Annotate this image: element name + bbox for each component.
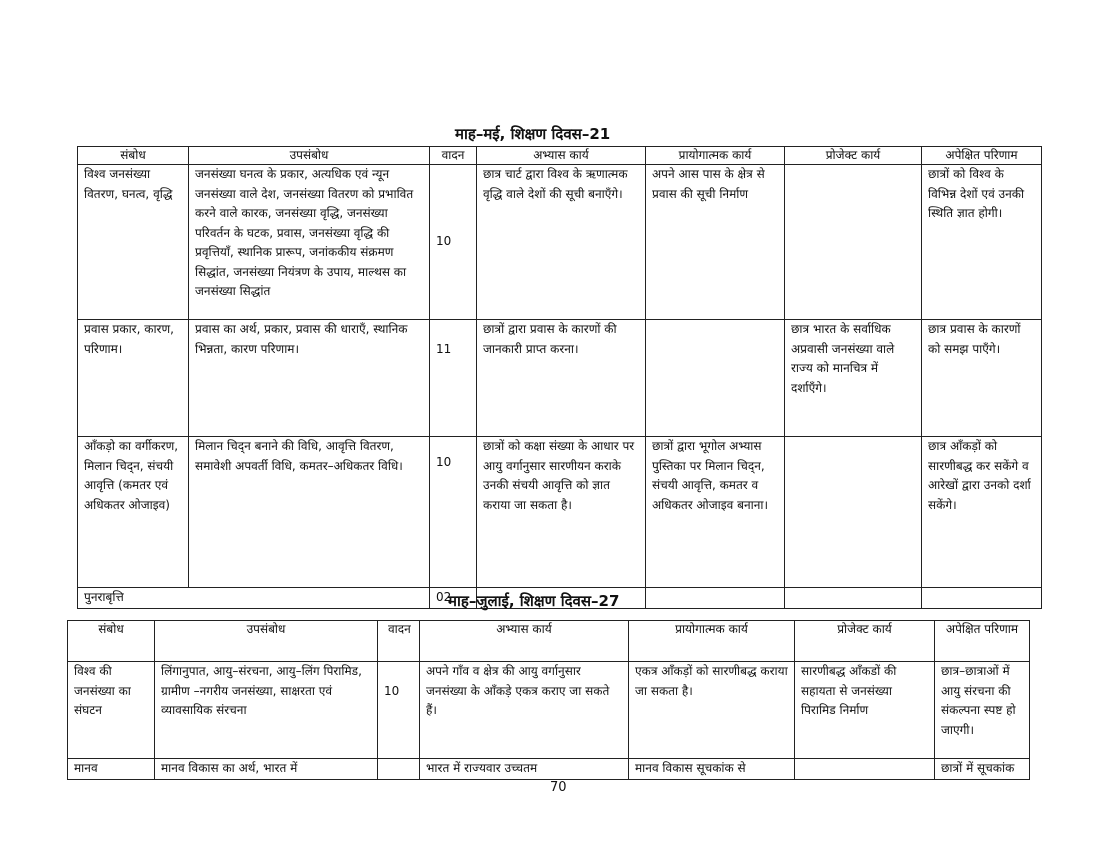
cell-practical-work: मानव विकास सूचकांक से (629, 759, 795, 780)
cell-expected-outcome: छात्र–छात्राओं में आयु संरचना की संकल्पना स्पष्ट हो जाएगी। (935, 662, 1030, 759)
cell-project-work (795, 759, 935, 780)
cell-concept: मानव (68, 759, 155, 780)
header-practice-work: अभ्यास कार्य (420, 621, 629, 662)
cell-practice-work: छात्रों द्वारा प्रवास के कारणों की जानकारी प्राप्त करना। (477, 320, 646, 437)
header-subconcept: उपसंबोध (155, 621, 378, 662)
cell-concept: विश्व की जनसंख्या का संघटन (68, 662, 155, 759)
cell-project-work: छात्र भारत के सर्वाधिक अप्रवासी जनसंख्या वाले राज्य को मानचित्र में दर्शाएँगे। (785, 320, 922, 437)
header-project-work: प्रोजेक्ट कार्य (785, 147, 922, 165)
section-title-may: माह–मई, शिक्षण दिवस–21 (455, 125, 611, 143)
cell-periods (378, 759, 420, 780)
syllabus-table-may (77, 146, 1042, 609)
cell-concept: प्रवास प्रकार, कारण, परिणाम। (78, 320, 189, 437)
table-row (78, 437, 1042, 588)
cell-project-work (785, 165, 922, 320)
cell-practical-work: अपने आस पास के क्षेत्र से प्रवास की सूची निर्माण (646, 165, 785, 320)
cell-expected-outcome: छात्र प्रवास के कारणों को समझ पाएँगे। (922, 320, 1042, 437)
cell-empty (785, 588, 922, 609)
cell-practical-work (646, 320, 785, 437)
cell-project-work (785, 437, 922, 588)
header-concept: संबोध (68, 621, 155, 662)
page-number: 70 (550, 780, 567, 795)
cell-practical-work: एकत्र आँकड़ों को सारणीबद्ध कराया जा सकता है। (629, 662, 795, 759)
section-title-july: माह–जुलाई, शिक्षण दिवस–27 (448, 592, 620, 610)
header-subconcept: उपसंबोध (189, 147, 430, 165)
cell-expected-outcome: छात्रों में सूचकांक (935, 759, 1030, 780)
cell-project-work: सारणीबद्ध आँकडों की सहायता से जनसंख्या पिरामिड निर्माण (795, 662, 935, 759)
cell-subconcept: प्रवास का अर्थ, प्रकार, प्रवास की धाराएँ, स्थानिक भिन्नता, कारण परिणाम। (189, 320, 430, 437)
cell-practice-work: भारत में राज्यवार उच्चतम (420, 759, 629, 780)
cell-subconcept: मिलान चिद्न बनाने की विधि, आवृत्ति वितरण, समावेशी अपवर्ती विधि, कमतर–अधिकतर विधि। (189, 437, 430, 588)
cell-empty (646, 588, 785, 609)
table-row (78, 165, 1042, 320)
cell-practice-work: अपने गाँव व क्षेत्र की आयु वर्गानुसार जनसंख्या के आँकड़े एकत्र कराए जा सकते हैं। (420, 662, 629, 759)
cell-revision-label: पुनराबृत्ति (78, 588, 430, 609)
header-practice-work: अभ्यास कार्य (477, 147, 646, 165)
header-expected-outcome: अपेक्षित परिणाम (922, 147, 1042, 165)
header-practical-work: प्रायोगात्मक कार्य (629, 621, 795, 662)
cell-practice-work: छात्रों को कक्षा संख्या के आधार पर आयु वर्गानुसार सारणीयन कराके उनकी संचयी आवृत्ति को ज्ञात कराया जा सकता है। (477, 437, 646, 588)
cell-revision-periods: 02 (430, 588, 477, 609)
cell-practice-work: छात्र चार्ट द्वारा विश्व के ऋणात्मक वृद्धि वाले देशों की सूची बनाएँगे। (477, 165, 646, 320)
cell-subconcept: मानव विकास का अर्थ, भारत में (155, 759, 378, 780)
table-header-row (68, 621, 1030, 662)
header-practical-work: प्रायोगात्मक कार्य (646, 147, 785, 165)
header-expected-outcome: अपेक्षित परिणाम (935, 621, 1030, 662)
syllabus-table-july (67, 620, 1030, 780)
cell-subconcept: जनसंख्या घनत्व के प्रकार, अत्यधिक एवं न्यून जनसंख्या वाले देश, जनसंख्या वितरण को प्रभावित करने वाले कारक, जनसंख्या वृद्धि, जनसंख्या परिवर्तन के घटक, प्रवास, जनसंख्या वृद्धि की प्रवृत्तियाँ, स्थानिक प्रारूप, जनांककीय संक्रमण सिद्धांत, जनसंख्या नियंत्रण के उपाय, माल्थस का जनसंख्या सिद्धांत (189, 165, 430, 320)
cell-periods: 11 (430, 320, 477, 437)
cell-periods: 10 (430, 165, 477, 320)
cell-concept: विश्व जनसंख्या वितरण, घनत्व, वृद्धि (78, 165, 189, 320)
table-header-row (78, 147, 1042, 165)
header-periods: वादन (378, 621, 420, 662)
cell-practical-work: छात्रों द्वारा भूगोल अभ्यास पुस्तिका पर मिलान चिद्न, संचयी आवृत्ति, कमतर व अधिकतर ओजाइव बनाना। (646, 437, 785, 588)
cell-empty (922, 588, 1042, 609)
cell-concept: आँकड़ो का वर्गीकरण, मिलान चिद्न, संचयी आवृत्ति (कमतर एवं अधिकतर ओजाइव) (78, 437, 189, 588)
cell-periods: 10 (378, 662, 420, 759)
header-periods: वादन (430, 147, 477, 165)
header-project-work: प्रोजेक्ट कार्य (795, 621, 935, 662)
table-row (68, 759, 1030, 780)
cell-expected-outcome: छात्रों को विश्व के विभिन्न देशों एवं उनकी स्थिति ज्ञात होगी। (922, 165, 1042, 320)
header-concept: संबोध (78, 147, 189, 165)
cell-subconcept: लिंगानुपात, आयु–संरचना, आयु–लिंग पिरामिड, ग्रामीण –नगरीय जनसंख्या, साक्षरता एवं व्यावसायिक संरचना (155, 662, 378, 759)
table-row (78, 320, 1042, 437)
table-row (68, 662, 1030, 759)
cell-expected-outcome: छात्र आँकड़ों को सारणीबद्ध कर सकेंगे व आरेखों द्वारा उनको दर्शा सकेंगे। (922, 437, 1042, 588)
cell-periods: 10 (430, 437, 477, 588)
